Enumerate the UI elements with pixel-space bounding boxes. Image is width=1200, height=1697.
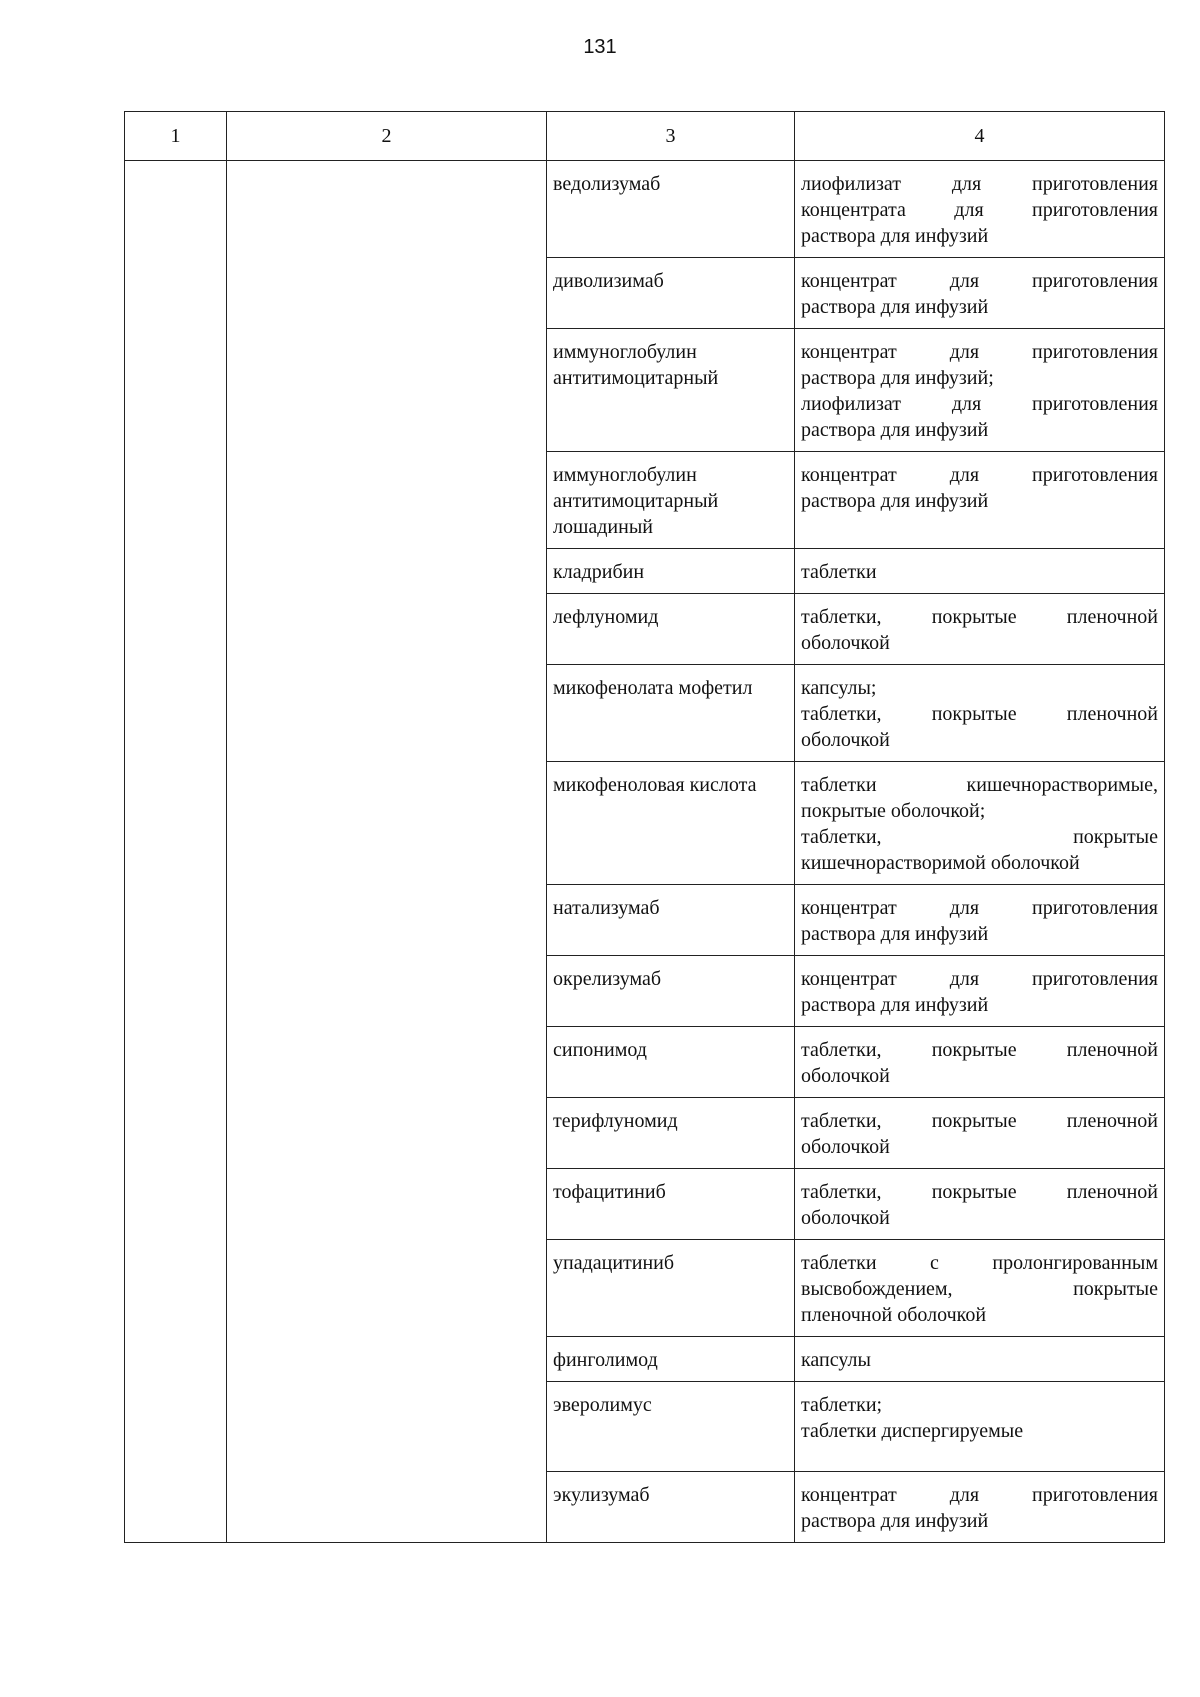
- dosage-form-line: таблетки, покрытые пленочной: [801, 703, 1158, 725]
- dosage-form-line: раствора для инфузий;: [801, 367, 994, 389]
- dosage-form-line: лиофилизат для приготовления: [801, 393, 1158, 415]
- dosage-form-line: раствора для инфузий: [801, 994, 989, 1016]
- dosage-form-line: капсулы;: [801, 677, 877, 699]
- drug-name-line: тофацитиниб: [553, 1181, 666, 1203]
- drug-name-cell: [547, 258, 795, 329]
- drug-name-cell: [547, 1472, 795, 1543]
- cell-col-1: [125, 885, 227, 956]
- drug-name-cell: [547, 1240, 795, 1337]
- dosage-form-cell: [795, 549, 1165, 594]
- dosage-form-cell: [795, 956, 1165, 1027]
- cell-col-2: [227, 1240, 547, 1337]
- drug-name-line: диволизимаб: [553, 270, 664, 292]
- dosage-form-cell: [795, 329, 1165, 452]
- dosage-form-line: концентрат для приготовления: [801, 897, 1158, 919]
- dosage-form-line: таблетки, покрытые пленочной: [801, 1039, 1158, 1061]
- cell-col-1: [125, 1240, 227, 1337]
- dosage-form-line: лиофилизат для приготовления: [801, 173, 1158, 195]
- drug-table: [124, 111, 1165, 1543]
- drug-name-line: лошадиный: [553, 516, 653, 538]
- cell-col-1: [125, 452, 227, 549]
- drug-name-cell: [547, 1169, 795, 1240]
- drug-name-cell: [547, 1098, 795, 1169]
- drug-name-cell: [547, 1382, 795, 1472]
- dosage-form-line: концентрат для приготовления: [801, 968, 1158, 990]
- table-row: [125, 956, 1165, 1027]
- cell-col-1: [125, 1027, 227, 1098]
- dosage-form-line: покрытые оболочкой;: [801, 800, 986, 822]
- drug-name-cell: [547, 329, 795, 452]
- cell-col-2: [227, 258, 547, 329]
- cell-col-2: [227, 329, 547, 452]
- dosage-form-line: раствора для инфузий: [801, 490, 989, 512]
- header-col-3: 3: [547, 112, 795, 161]
- header-col-4: 4: [795, 112, 1165, 161]
- dosage-form-cell: [795, 452, 1165, 549]
- cell-col-2: [227, 1169, 547, 1240]
- drug-name-line: антитимоцитарный: [553, 490, 719, 512]
- cell-col-1: [125, 665, 227, 762]
- dosage-form-line: оболочкой: [801, 632, 890, 654]
- dosage-form-line: высвобождением, покрытые: [801, 1278, 1158, 1300]
- dosage-form-line: оболочкой: [801, 729, 890, 751]
- drug-name-line: экулизумаб: [553, 1484, 650, 1506]
- table-row: [125, 161, 1165, 258]
- dosage-form-line: таблетки с пролонгированным: [801, 1252, 1158, 1274]
- drug-name-line: сипонимод: [553, 1039, 647, 1061]
- dosage-form-cell: [795, 1098, 1165, 1169]
- dosage-form-line: таблетки кишечнорастворимые,: [801, 774, 1158, 796]
- cell-col-1: [125, 549, 227, 594]
- dosage-form-cell: [795, 1240, 1165, 1337]
- cell-col-2: [227, 1027, 547, 1098]
- dosage-form-line: кишечнорастворимой оболочкой: [801, 852, 1080, 874]
- cell-col-1: [125, 762, 227, 885]
- drug-name-cell: [547, 1337, 795, 1382]
- drug-name-cell: [547, 665, 795, 762]
- header-col-1: 1: [125, 112, 227, 161]
- drug-name-line: ведолизумаб: [553, 173, 661, 195]
- dosage-form-line: концентрат для приготовления: [801, 341, 1158, 363]
- dosage-form-line: таблетки, покрытые пленочной: [801, 1110, 1158, 1132]
- dosage-form-line: таблетки, покрытые: [801, 826, 1158, 848]
- drug-name-cell: [547, 1027, 795, 1098]
- drug-name-line: лефлуномид: [553, 606, 659, 628]
- table-row: [125, 1337, 1165, 1382]
- dosage-form-line: концентрат для приготовления: [801, 464, 1158, 486]
- dosage-form-line: таблетки;: [801, 1394, 883, 1416]
- cell-col-2: [227, 549, 547, 594]
- cell-col-1: [125, 1098, 227, 1169]
- cell-col-2: [227, 594, 547, 665]
- cell-col-1: [125, 1472, 227, 1543]
- dosage-form-line: раствора для инфузий: [801, 419, 989, 441]
- cell-col-2: [227, 1337, 547, 1382]
- header-row: [125, 112, 1165, 161]
- drug-name-cell: [547, 956, 795, 1027]
- dosage-form-cell: [795, 258, 1165, 329]
- drug-name-line: иммуноглобулин: [553, 341, 697, 363]
- dosage-form-line: оболочкой: [801, 1207, 890, 1229]
- drug-name-cell: [547, 452, 795, 549]
- drug-name-cell: [547, 161, 795, 258]
- dosage-form-line: оболочкой: [801, 1065, 890, 1087]
- dosage-form-cell: [795, 665, 1165, 762]
- table-row: [125, 258, 1165, 329]
- dosage-form-cell: [795, 1337, 1165, 1382]
- cell-col-2: [227, 885, 547, 956]
- dosage-form-line: таблетки диспергируемые: [801, 1420, 1024, 1442]
- drug-name-line: микофенолата мофетил: [553, 677, 753, 699]
- table-row: [125, 452, 1165, 549]
- drug-name-line: эверолимус: [553, 1394, 652, 1416]
- table-row: [125, 665, 1165, 762]
- cell-col-2: [227, 665, 547, 762]
- drug-name-line: упадацитиниб: [553, 1252, 675, 1274]
- drug-name-line: натализумаб: [553, 897, 660, 919]
- table-row: [125, 549, 1165, 594]
- dosage-form-line: концентрата для приготовления: [801, 199, 1158, 221]
- drug-name-line: иммуноглобулин: [553, 464, 697, 486]
- cell-col-1: [125, 1169, 227, 1240]
- header-col-2: 2: [227, 112, 547, 161]
- drug-name-line: кладрибин: [553, 561, 645, 583]
- dosage-form-line: раствора для инфузий: [801, 923, 989, 945]
- table-row: [125, 1098, 1165, 1169]
- cell-col-1: [125, 1337, 227, 1382]
- drug-name-cell: [547, 594, 795, 665]
- table-row: [125, 885, 1165, 956]
- dosage-form-cell: [795, 1472, 1165, 1543]
- dosage-form-cell: [795, 762, 1165, 885]
- dosage-form-cell: [795, 1169, 1165, 1240]
- cell-col-2: [227, 956, 547, 1027]
- dosage-form-line: таблетки: [801, 561, 877, 583]
- table-row: [125, 1027, 1165, 1098]
- drug-name-line: окрелизумаб: [553, 968, 662, 990]
- table-row: [125, 329, 1165, 452]
- table-row: [125, 1382, 1165, 1472]
- table-row: [125, 1169, 1165, 1240]
- dosage-form-line: таблетки, покрытые пленочной: [801, 606, 1158, 628]
- table-body: [125, 161, 1165, 1543]
- dosage-form-cell: [795, 594, 1165, 665]
- cell-col-1: [125, 258, 227, 329]
- drug-name-line: терифлуномид: [553, 1110, 678, 1132]
- dosage-form-cell: [795, 1382, 1165, 1472]
- cell-col-2: [227, 161, 547, 258]
- drug-name-line: финголимод: [553, 1349, 658, 1371]
- cell-col-2: [227, 1472, 547, 1543]
- dosage-form-line: капсулы: [801, 1349, 871, 1371]
- table-row: [125, 1240, 1165, 1337]
- dosage-form-cell: [795, 161, 1165, 258]
- table-row: [125, 1472, 1165, 1543]
- dosage-form-cell: [795, 1027, 1165, 1098]
- dosage-form-line: раствора для инфузий: [801, 1510, 989, 1532]
- cell-col-2: [227, 1098, 547, 1169]
- drug-name-cell: [547, 549, 795, 594]
- cell-col-1: [125, 329, 227, 452]
- drug-name-line: микофеноловая кислота: [553, 774, 757, 796]
- drug-name-cell: [547, 762, 795, 885]
- cell-col-1: [125, 594, 227, 665]
- table-row: [125, 594, 1165, 665]
- dosage-form-line: пленочной оболочкой: [801, 1304, 987, 1326]
- page-number: 131: [583, 36, 617, 58]
- cell-col-1: [125, 956, 227, 1027]
- dosage-form-line: раствора для инфузий: [801, 225, 989, 247]
- dosage-form-cell: [795, 885, 1165, 956]
- dosage-form-line: концентрат для приготовления: [801, 270, 1158, 292]
- table-row: [125, 762, 1165, 885]
- dosage-form-line: таблетки, покрытые пленочной: [801, 1181, 1158, 1203]
- cell-col-2: [227, 452, 547, 549]
- dosage-form-line: раствора для инфузий: [801, 296, 989, 318]
- dosage-form-line: оболочкой: [801, 1136, 890, 1158]
- cell-col-2: [227, 1382, 547, 1472]
- cell-col-1: [125, 161, 227, 258]
- cell-col-2: [227, 762, 547, 885]
- cell-col-1: [125, 1382, 227, 1472]
- drug-name-line: антитимоцитарный: [553, 367, 719, 389]
- dosage-form-line: концентрат для приготовления: [801, 1484, 1158, 1506]
- drug-name-cell: [547, 885, 795, 956]
